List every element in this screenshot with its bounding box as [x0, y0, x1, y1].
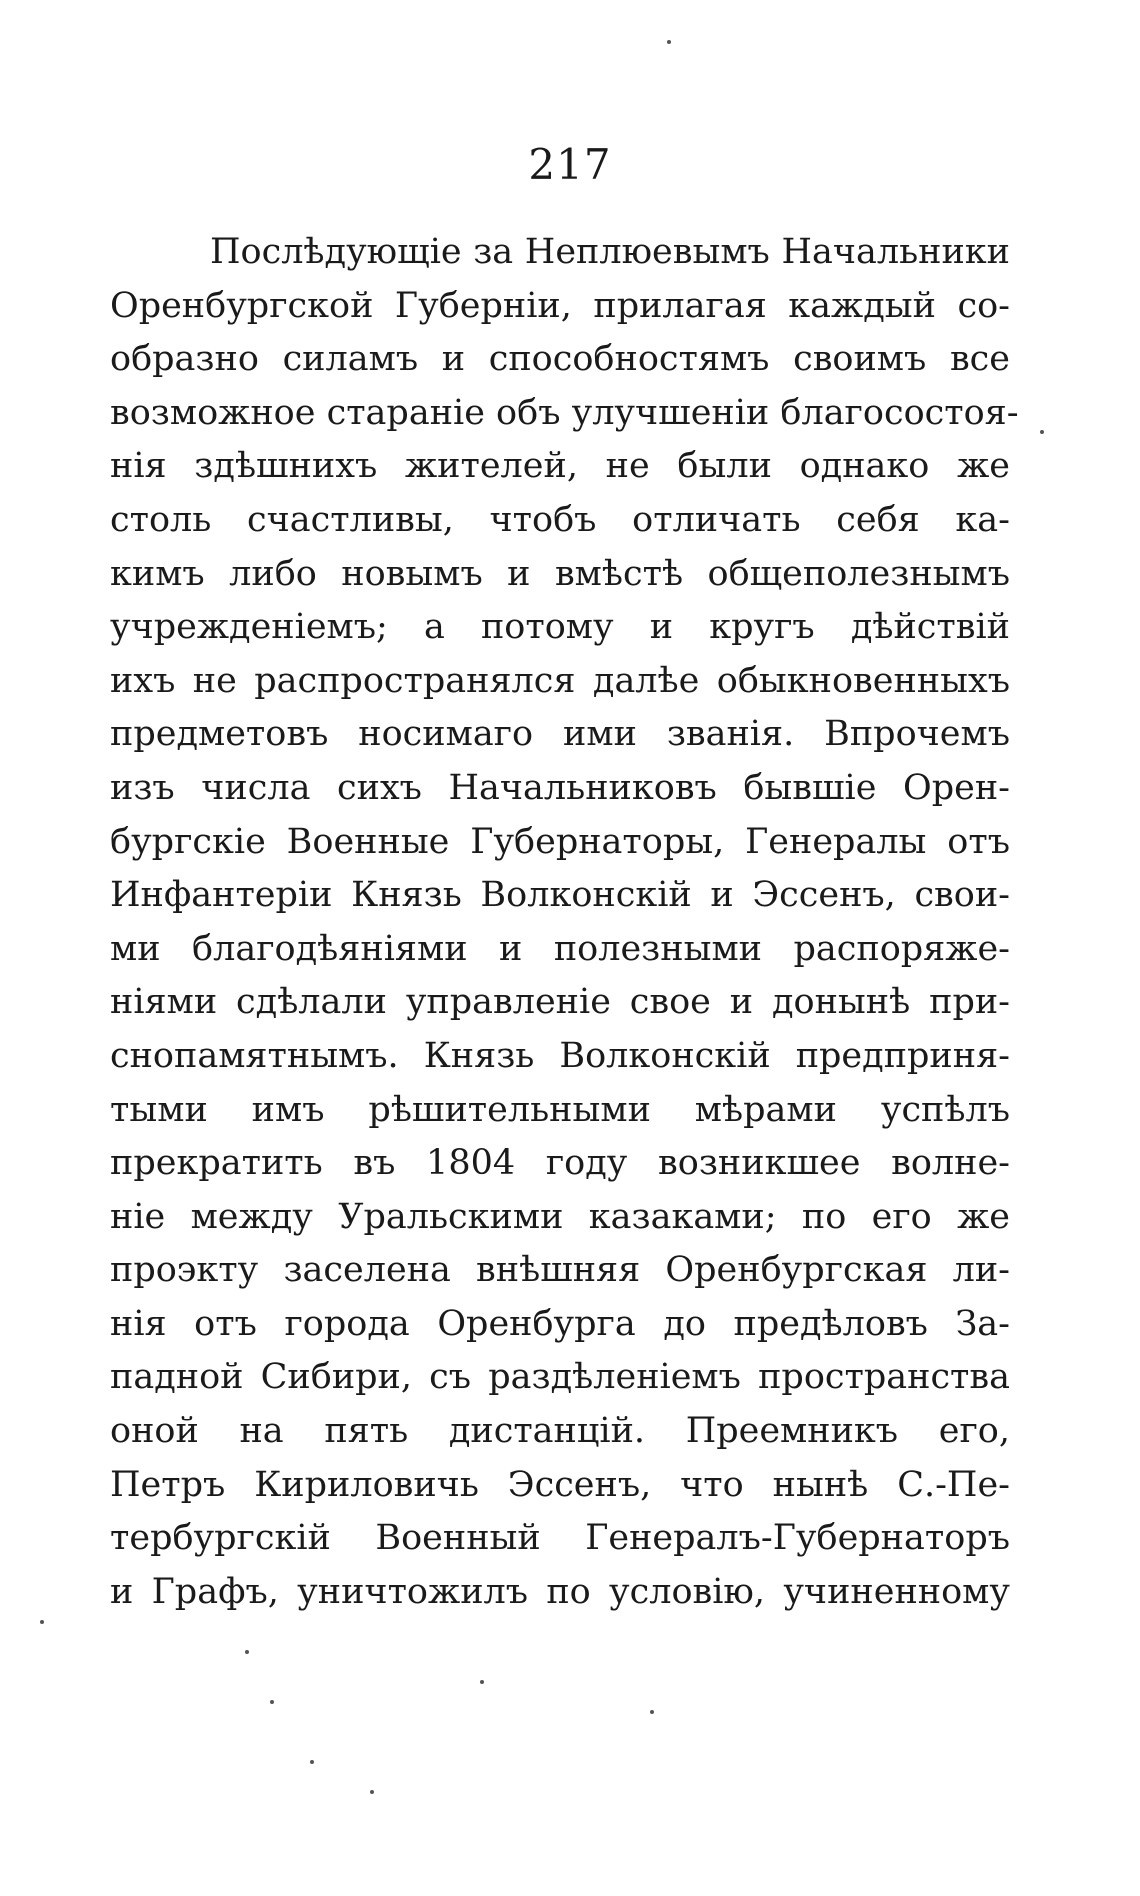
text-line: бургскіе Военные Губернаторы, Генералы отъ	[110, 821, 1010, 862]
scan-speck	[650, 1710, 654, 1714]
text-line: предметовъ носимаго ими званія. Впрочемъ	[110, 714, 1010, 755]
text-line: образно силамъ и способностямъ своимъ все	[110, 339, 1010, 380]
scan-speck	[40, 1620, 44, 1624]
text-line: ихъ не распространялся далѣе обыкновенныхъ	[110, 660, 1010, 701]
text-line: тыми имъ рѣшительными мѣрами успѣлъ	[110, 1089, 1010, 1130]
text-line: Послѣдующіе за Неплюевымъ Начальники	[210, 232, 1010, 272]
text-line: Петръ Кириловичь Эссенъ, что нынѣ С.-Пе-	[110, 1464, 1010, 1505]
scan-speck	[1040, 430, 1044, 434]
text-line: ніе между Уральскими казаками; по его же	[110, 1196, 1010, 1237]
scan-speck	[310, 1760, 314, 1764]
text-line: изъ числа сихъ Начальниковъ бывшіе Орен-	[110, 767, 1010, 808]
text-line: кимъ либо новымъ и вмѣстѣ общеполезнымъ	[110, 553, 1010, 594]
page-number: 217	[528, 140, 612, 189]
text-line: тербургскій Военный Генералъ-Губернаторъ	[110, 1518, 1010, 1559]
body-text	[110, 226, 1019, 1619]
text-line: учрежденіемъ; а потому и кругъ дѣйствій	[110, 607, 1010, 648]
text-line: ніями сдѣлали управленіе свое и донынѣ при-	[110, 982, 1010, 1023]
text-line: нія здѣшнихъ жителей, не были однако же	[110, 446, 1010, 487]
text-line: столь счастливы, чтобъ отличать себя ка-	[110, 499, 1010, 540]
text-line: Инфантеріи Князь Волконскій и Эссенъ, свои-	[110, 875, 1010, 916]
text-line: и Графъ, уничтожилъ по условію, учиненному	[110, 1571, 1010, 1612]
text-line: нія отъ города Оренбурга до предѣловъ За-	[110, 1303, 1010, 1344]
text-line: оной на пять дистанцій. Преемникъ его,	[110, 1411, 1010, 1452]
scan-speck	[480, 1680, 484, 1684]
scan-speck	[245, 1650, 249, 1654]
text-line: Оренбургской Губерніи, прилагая каждый со-	[110, 285, 1010, 326]
text-line: падной Сибири, съ раздѣленіемъ пространства	[110, 1357, 1010, 1398]
text-line: снопамятнымъ. Князь Волконскій предприня-	[110, 1035, 1010, 1076]
text-line: возможное стараніе объ улучшеніи благосостоя-	[110, 392, 1019, 433]
scan-speck	[270, 1700, 274, 1704]
text-line: ми благодѣяніями и полезными распоряже-	[110, 928, 1010, 969]
scan-speck	[370, 1790, 374, 1794]
text-line: прекратить въ 1804 году возникшее волне-	[110, 1143, 1010, 1184]
text-line: проэкту заселена внѣшняя Оренбургская ли-	[110, 1250, 1010, 1291]
scan-speck	[667, 40, 671, 44]
